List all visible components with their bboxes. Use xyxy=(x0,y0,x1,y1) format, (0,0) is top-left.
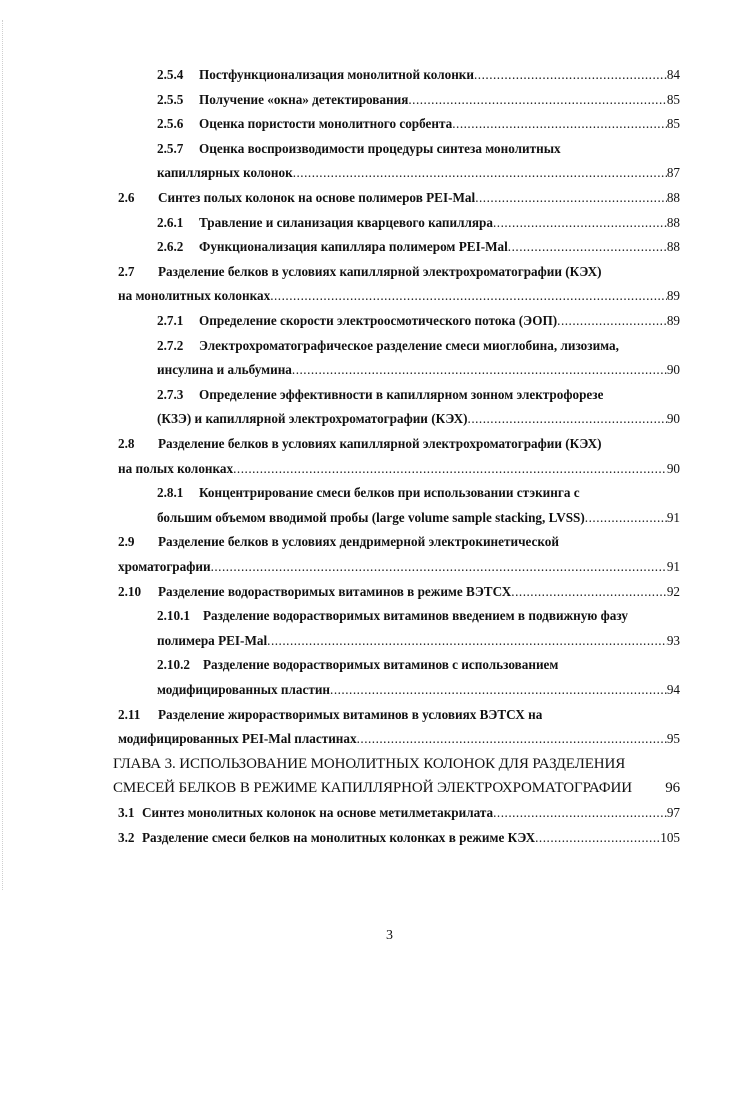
toc-entry-number: 2.5.4 xyxy=(157,67,184,82)
toc-entry-title: Разделение белков в условиях дендримерной электрокинетической xyxy=(158,534,559,550)
dot-leader xyxy=(408,88,666,113)
toc-entry-page: 90 xyxy=(666,362,680,378)
toc-entry[interactable] xyxy=(157,383,603,408)
toc-entry-page: 85 xyxy=(666,116,680,132)
toc-entry[interactable] xyxy=(118,826,680,851)
dot-leader xyxy=(557,309,667,334)
toc-entry-continuation[interactable] xyxy=(157,678,680,703)
toc-entry-title: Функционализация капилляра полимером PEI-Mal xyxy=(199,239,508,255)
dot-leader xyxy=(292,358,667,383)
toc-entry-continuation[interactable] xyxy=(157,506,680,531)
toc-entry-number: 2.11 xyxy=(118,706,141,722)
toc-entry-title: капиллярных колонок xyxy=(157,165,293,181)
toc-entry-continuation[interactable] xyxy=(157,629,680,654)
dot-leader xyxy=(267,629,667,654)
toc-entry-number: 2.8 xyxy=(118,436,135,451)
toc-entry-page: 87 xyxy=(666,165,680,181)
toc-entry-number: 2.8.1 xyxy=(157,485,184,501)
toc-entry[interactable] xyxy=(118,530,559,555)
toc-entry-page: 89 xyxy=(666,313,680,328)
toc-entry[interactable] xyxy=(157,112,680,137)
toc-entry-title: Разделение водорастворимых витаминов введением в подвижную фазу xyxy=(203,608,629,624)
toc-entry[interactable] xyxy=(157,334,619,359)
toc-entry[interactable] xyxy=(118,580,680,605)
toc-entry-number: 2.5.6 xyxy=(157,116,184,132)
toc-entry-continuation[interactable] xyxy=(157,161,680,186)
dot-leader xyxy=(233,457,667,482)
toc-entry-number: 2.10 xyxy=(118,583,142,599)
toc-entry-page: 90 xyxy=(666,460,680,476)
dot-leader xyxy=(293,161,667,186)
toc-entry-page: 88 xyxy=(666,239,680,255)
toc-entry-page: 95 xyxy=(666,731,680,747)
dot-leader xyxy=(535,826,660,851)
toc-entry-title: Электрохроматографическое разделение смеси миоглобина, лизозима, xyxy=(199,337,619,353)
toc-entry-title: Оценка воспроизводимости процедуры синтеза монолитных xyxy=(199,140,561,156)
toc-entry-page: 91 xyxy=(666,559,680,574)
toc-entry-number: 2.9 xyxy=(118,534,135,550)
toc-entry-title: (КЗЭ) и капиллярной электрохроматографии (КЭХ) xyxy=(157,411,468,427)
toc-entry[interactable] xyxy=(157,88,680,113)
toc-entry-page: 88 xyxy=(666,214,680,230)
toc-entry-title: инсулина и альбумина xyxy=(157,362,292,378)
dot-leader xyxy=(493,211,667,236)
toc-entry-page: 90 xyxy=(666,411,680,427)
toc-entry-page: 97 xyxy=(666,805,680,820)
toc-entry-title: Получение «окна» детектирования xyxy=(199,91,409,107)
toc-entry-number: 2.10.1 xyxy=(157,608,190,624)
toc-entry-page: 84 xyxy=(666,67,680,82)
toc-entry-title: ГЛАВА 3. ИСПОЛЬЗОВАНИЕ МОНОЛИТНЫХ КОЛОНОК ДЛЯ РАЗДЕЛЕНИЯ xyxy=(113,755,626,772)
toc-entry-title: хроматографии xyxy=(118,559,211,574)
toc-entry-title: Разделение водорастворимых витаминов с использованием xyxy=(203,657,559,673)
toc-entry-title: Разделение жирорастворимых витаминов в условиях ВЭТСХ на xyxy=(158,706,543,722)
toc-entry-title: модифицированных пластин xyxy=(157,682,331,697)
dot-leader xyxy=(585,506,667,531)
toc-entry-number: 2.7.3 xyxy=(157,386,184,402)
toc-entry-page: 91 xyxy=(666,509,680,525)
toc-entry-page: 88 xyxy=(666,190,680,205)
toc-entry-title: Разделение водорастворимых витаминов в режиме ВЭТСХ xyxy=(158,583,512,599)
toc-entry[interactable] xyxy=(157,309,680,334)
toc-entry-number: 2.6.1 xyxy=(157,214,184,230)
toc-entry-title: на полых колонках xyxy=(118,460,234,476)
toc-entry-title: Определение скорости электроосмотического потока (ЭОП) xyxy=(199,313,558,328)
toc-entry[interactable] xyxy=(118,703,542,728)
toc-entry-number: 2.6 xyxy=(118,190,135,205)
toc-entry-number: 3.2 xyxy=(118,829,135,845)
toc-entry-page: 93 xyxy=(666,632,680,648)
toc-entry[interactable] xyxy=(113,752,625,777)
toc-entry-number: 2.7.2 xyxy=(157,337,184,353)
toc-entry-number: 2.6.2 xyxy=(157,239,184,255)
toc-entry-title: Синтез полых колонок на основе полимеров PEI-Mal xyxy=(158,190,476,205)
toc-entry-number: 2.5.7 xyxy=(157,140,184,156)
toc-entry-title: Синтез монолитных колонок на основе метилметакрилата xyxy=(142,805,494,820)
toc-entry-continuation[interactable] xyxy=(118,284,680,309)
toc-entry-title: Концентрирование смеси белков при использовании стэкинга с xyxy=(199,485,580,501)
toc-entry-title: на монолитных колонках xyxy=(118,288,271,304)
toc-entry-page: 89 xyxy=(666,288,680,304)
toc-entry-continuation[interactable] xyxy=(157,407,680,432)
toc-entry-title: Оценка пористости монолитного сорбента xyxy=(199,116,453,132)
toc-entry[interactable] xyxy=(157,604,628,629)
page-number: 3 xyxy=(386,928,393,943)
dot-leader xyxy=(357,727,667,752)
toc-entry-title: большим объемом вводимой пробы (large volume sample stacking, LVSS) xyxy=(157,509,585,525)
toc-entry[interactable] xyxy=(157,481,580,506)
toc-entry-continuation[interactable] xyxy=(113,776,680,801)
toc-entry[interactable] xyxy=(157,235,680,260)
toc-entry[interactable] xyxy=(157,137,561,162)
toc-entry-title: полимера PEI-Mal xyxy=(157,632,268,648)
toc-entry-continuation[interactable] xyxy=(118,555,680,580)
toc-entry[interactable] xyxy=(118,801,680,826)
dot-leader xyxy=(493,801,667,826)
toc-entry-title: Определение эффективности в капиллярном зонном электрофорезе xyxy=(199,386,604,402)
scan-edge-artifact xyxy=(2,20,7,890)
toc-entry-number: 2.5.5 xyxy=(157,91,184,107)
dot-leader xyxy=(452,112,667,137)
toc-entry-title: Разделение белков в условиях капиллярной электрохроматографии (КЭХ) xyxy=(158,263,602,279)
dot-leader xyxy=(330,678,667,703)
dot-leader xyxy=(468,407,667,432)
toc-entry-title: Разделение белков в условиях капиллярной электрохроматографии (КЭХ) xyxy=(158,436,602,451)
dot-leader xyxy=(211,555,667,580)
toc-entry-title: СМЕСЕЙ БЕЛКОВ В РЕЖИМЕ КАПИЛЛЯРНОЙ ЭЛЕКТРОХРОМАТОГРАФИИ xyxy=(113,780,632,797)
dot-leader xyxy=(270,284,667,309)
toc-entry-page: 105 xyxy=(660,829,680,845)
toc-entry[interactable] xyxy=(118,432,602,457)
dot-leader xyxy=(508,235,667,260)
toc-entry-title: Травление и силанизация кварцевого капилляра xyxy=(199,214,493,230)
dot-leader xyxy=(475,186,667,211)
toc-entry-page: 96 xyxy=(665,780,680,797)
toc-entry-continuation[interactable] xyxy=(118,457,680,482)
toc-entry-number: 2.7 xyxy=(118,263,135,279)
toc-entry[interactable] xyxy=(118,260,602,285)
toc-entry-title: Постфункционализация монолитной колонки xyxy=(199,67,474,82)
dot-leader xyxy=(474,63,667,88)
toc-entry[interactable] xyxy=(157,211,680,236)
toc-entry-continuation[interactable] xyxy=(118,727,680,752)
toc-entry[interactable] xyxy=(157,63,680,88)
toc-entry-page: 94 xyxy=(666,682,680,697)
dot-leader xyxy=(511,580,667,605)
toc-entry-page: 92 xyxy=(666,583,680,599)
toc-entry[interactable] xyxy=(157,653,558,678)
toc-entry-number: 2.10.2 xyxy=(157,657,190,673)
toc-entry-page: 85 xyxy=(666,91,680,107)
toc-entry-continuation[interactable] xyxy=(157,358,680,383)
toc-entry[interactable] xyxy=(118,186,680,211)
toc-entry-number: 3.1 xyxy=(118,805,135,820)
toc-entry-title: модифицированных PEI-Mal пластинах xyxy=(118,731,357,747)
toc-entry-number: 2.7.1 xyxy=(157,313,184,328)
toc-entry-title: Разделение смеси белков на монолитных колонках в режиме КЭХ xyxy=(142,829,536,845)
